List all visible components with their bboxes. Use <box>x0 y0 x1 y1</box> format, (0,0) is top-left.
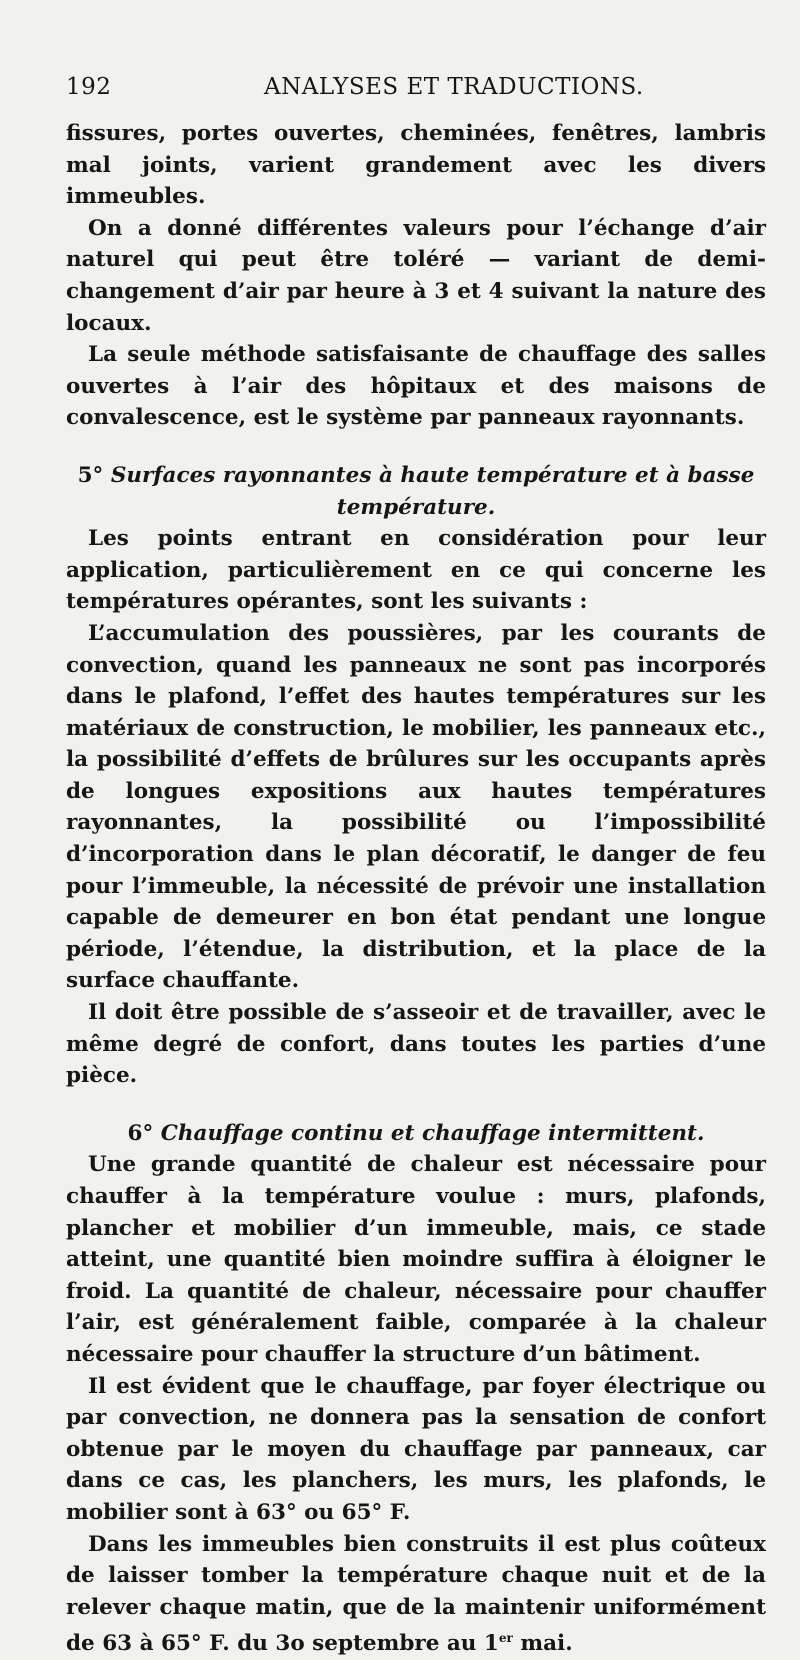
section-title: Surfaces rayonnantes à haute température et à basse température. <box>110 462 755 520</box>
paragraph-last <box>66 1529 766 1660</box>
paragraph-text: Dans les immeubles bien construits il est plus coûteux de laisser tomber la température chaque nuit et de la relever chaque matin, que de la maintenir uniformément de 63 à 65° F. du 3o septembre au 1 <box>66 1531 766 1657</box>
paragraph: Il est évident que le chauffage, par foyer électrique ou par convection, ne donnera pas la sensation de confort obtenue par le moyen du chauffage par panneaux, car dans ce cas, les planchers, les murs, les plafonds, le mobilier sont à 63° ou 65° F. <box>66 1373 766 1525</box>
paragraph: fissures, portes ouvertes, cheminées, fenêtres, lambris mal joints, varient grandement avec les divers immeubles. <box>66 121 766 210</box>
superscript: er <box>498 1631 513 1646</box>
paragraph: Une grande quantité de chaleur est nécessaire pour chauffer à la température voulue : murs, plafonds, plancher et mobilier d’un immeuble, mais, ce stade atteint, une quantité bien moindre suffira à éloigner le froid. La quantité de chaleur, nécessaire pour chauffer l’air, est généralement faible, comparée à la chaleur nécessaire pour chauffer la structure d’un bâtiment. <box>66 1152 766 1367</box>
running-head: ANALYSES ET TRADUCTIONS. <box>264 74 644 100</box>
section-heading-5 <box>66 460 766 523</box>
section-title: Chauffage continu et chauffage intermittent. <box>160 1120 705 1146</box>
page-number: 192 <box>66 74 112 100</box>
section-number: 5° <box>77 462 104 488</box>
paragraph: Il doit être possible de s’asseoir et de travailler, avec le même degré de confort, dans toutes les parties d’une pièce. <box>66 1000 766 1089</box>
paragraph: Les points entrant en considération pour leur application, particulièrement en ce qui concerne les températures opérantes, sont les suivants : <box>66 526 766 615</box>
section-number: 6° <box>127 1120 154 1146</box>
body-text <box>66 118 766 1660</box>
paragraph: On a donné différentes valeurs pour l’échange d’air naturel qui peut être toléré — variant de demi-changement d’air par heure à 3 et 4 suivant la nature des locaux. <box>66 215 766 336</box>
paragraph: L’accumulation des poussières, par les courants de convection, quand les panneaux ne sont pas incorporés dans le plafond, l’effet des hautes températures sur les matériaux de construction, le mobilier, les panneaux etc., la possibilité d’effets de brûlures sur les occupants après de longues expositions aux hautes températures rayonnantes, la possibilité ou l’impossibilité d’incorporation dans le plan décoratif, le danger de feu pour l’immeuble, la nécessité de prévoir une installation capable de demeurer en bon état pendant une longue période, l’étendue, la distribution, et la place de la surface chauffante. <box>66 620 766 994</box>
page-header <box>66 74 766 118</box>
paragraph-tail: mai. <box>512 1631 573 1657</box>
paragraph: La seule méthode satisfaisante de chauffage des salles ouvertes à l’air des hôpitaux et des maisons de convalescence, est le système par panneaux rayonnants. <box>66 342 766 431</box>
section-heading-6 <box>66 1118 766 1150</box>
